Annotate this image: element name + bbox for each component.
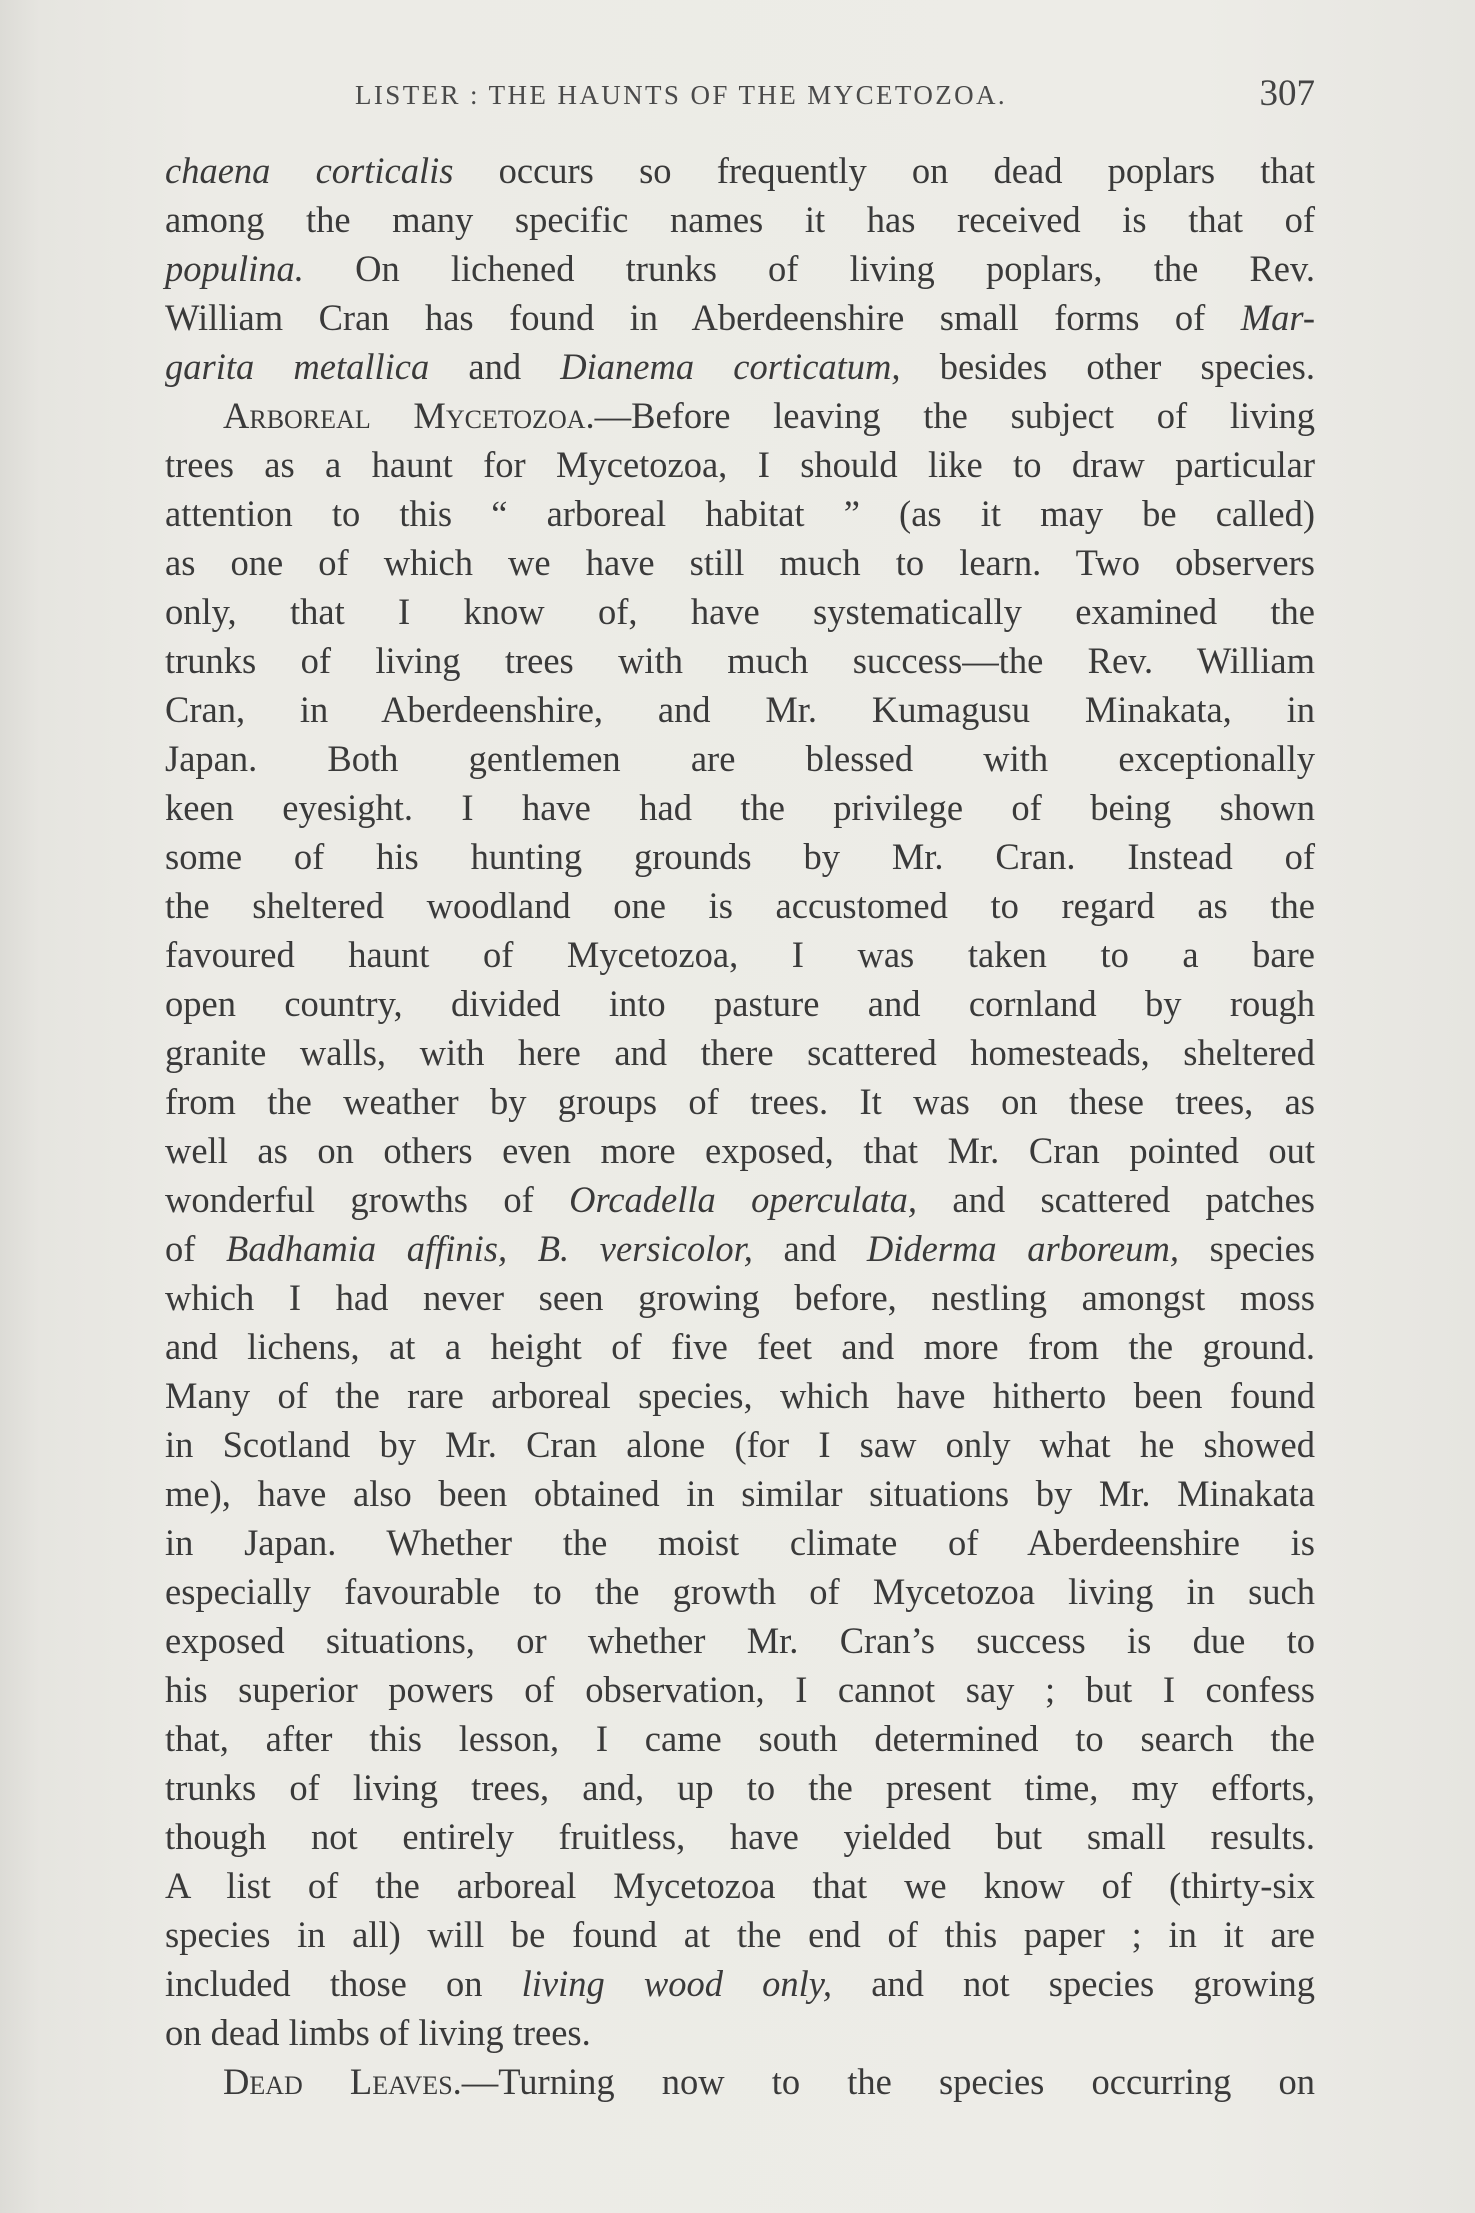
text-segment: favoured haunt of Mycetozoa, I was taken to a bare xyxy=(165,934,1315,975)
text-segment: granite walls, with here and there scattered homesteads, sheltered xyxy=(165,1032,1315,1073)
text-segment: of xyxy=(165,1228,227,1269)
text-segment: that, after this lesson, I came south determined to search the xyxy=(165,1718,1315,1759)
text-line xyxy=(165,930,1315,979)
text-segment: in Scotland by Mr. Cran alone (for I saw only what he showed xyxy=(165,1424,1315,1465)
text-line xyxy=(165,1763,1315,1812)
text-line xyxy=(165,1567,1315,1616)
text-line xyxy=(165,1126,1315,1175)
text-line xyxy=(165,1077,1315,1126)
italic-text: Diderma arboreum, xyxy=(866,1228,1179,1269)
text-line xyxy=(165,391,1315,440)
text-segment: exposed situations, or whether Mr. Cran’s success is due to xyxy=(165,1620,1315,1661)
text-segment: and not species growing xyxy=(832,1963,1315,2004)
text-segment: only, that I know of, have systematically examined the xyxy=(165,591,1315,632)
small-caps-heading: Dead Leaves. xyxy=(223,2061,462,2102)
italic-text: Mar- xyxy=(1240,297,1315,338)
text-segment: species in all) will be found at the end of this paper ; in it are xyxy=(165,1914,1315,1955)
text-line xyxy=(165,244,1315,293)
text-line xyxy=(165,685,1315,734)
text-line xyxy=(165,1469,1315,1518)
text-segment: Many of the rare arboreal species, which have hitherto been found xyxy=(165,1375,1315,1416)
text-segment: from the weather by groups of trees. It was on these trees, as xyxy=(165,1081,1315,1122)
text-segment: in Japan. Whether the moist climate of Aberdeenshire is xyxy=(165,1522,1315,1563)
page-header xyxy=(165,72,1315,122)
text-segment: open country, divided into pasture and cornland by rough xyxy=(165,983,1315,1024)
text-line xyxy=(165,538,1315,587)
text-line xyxy=(165,1028,1315,1077)
text-segment: —Before leaving the subject of living xyxy=(594,395,1315,436)
text-line xyxy=(165,2008,1315,2057)
text-segment: which I had never seen growing before, nestling amongst moss xyxy=(165,1277,1315,1318)
text-segment: trunks of living trees with much success—the Rev. William xyxy=(165,640,1315,681)
text-line xyxy=(165,1420,1315,1469)
text-segment: as one of which we have still much to learn. Two observers xyxy=(165,542,1315,583)
text-segment: especially favourable to the growth of Mycetozoa living in such xyxy=(165,1571,1315,1612)
text-line xyxy=(165,146,1315,195)
text-line xyxy=(165,1518,1315,1567)
text-segment: wonderful growths of xyxy=(165,1179,570,1220)
text-line xyxy=(165,1812,1315,1861)
text-line xyxy=(165,1861,1315,1910)
text-segment: some of his hunting grounds by Mr. Cran. Instead of xyxy=(165,836,1315,877)
text-line xyxy=(165,2057,1315,2106)
text-segment: trunks of living trees, and, up to the present time, my efforts, xyxy=(165,1767,1315,1808)
italic-text: Orcadella operculata, xyxy=(569,1179,918,1220)
text-line xyxy=(165,1273,1315,1322)
text-segment: A list of the arboreal Mycetozoa that we know of (thirty-six xyxy=(165,1865,1315,1906)
text-segment: the sheltered woodland one is accustomed to regard as the xyxy=(165,885,1315,926)
text-segment: species xyxy=(1178,1228,1316,1269)
text-line xyxy=(165,440,1315,489)
text-line xyxy=(165,1616,1315,1665)
text-segment: On lichened trunks of living poplars, the Rev. xyxy=(303,248,1315,289)
text-line xyxy=(165,195,1315,244)
text-segment: attention to this “ arboreal habitat ” (as it may be called) xyxy=(165,493,1315,534)
text-line xyxy=(165,587,1315,636)
text-segment: and xyxy=(429,346,561,387)
text-segment: William Cran has found in Aberdeenshire small forms of xyxy=(165,297,1241,338)
small-caps-heading: Arboreal Mycetozoa. xyxy=(223,395,595,436)
text-segment: me), have also been obtained in similar situations by Mr. Minakata xyxy=(165,1473,1315,1514)
text-line xyxy=(165,1224,1315,1273)
page-number: 307 xyxy=(1259,73,1315,114)
italic-text: populina. xyxy=(165,248,304,289)
text-line xyxy=(165,734,1315,783)
text-line xyxy=(165,1322,1315,1371)
text-line xyxy=(165,489,1315,538)
text-segment: well as on others even more exposed, that Mr. Cran pointed out xyxy=(165,1130,1315,1171)
running-head: LISTER : THE HAUNTS OF THE MYCETOZOA. xyxy=(355,80,1008,110)
text-segment: keen eyesight. I have had the privilege of being shown xyxy=(165,787,1315,828)
text-line xyxy=(165,1910,1315,1959)
text-segment: on dead limbs of living trees. xyxy=(165,2012,591,2053)
italic-text: chaena corticalis xyxy=(165,150,454,191)
text-line xyxy=(165,1665,1315,1714)
text-line xyxy=(165,1959,1315,2008)
text-line xyxy=(165,832,1315,881)
text-segment: and scattered patches xyxy=(917,1179,1315,1220)
text-segment: among the many specific names it has received is that of xyxy=(165,199,1315,240)
italic-text: Badhamia affinis, B. versicolor, xyxy=(226,1228,753,1269)
text-line xyxy=(165,881,1315,930)
text-segment: occurs so frequently on dead poplars that xyxy=(453,150,1315,191)
text-line xyxy=(165,783,1315,832)
italic-text: Dianema corticatum, xyxy=(560,346,901,387)
body-text xyxy=(165,146,1315,2106)
italic-text: garita metallica xyxy=(165,346,430,387)
text-line xyxy=(165,1714,1315,1763)
text-segment: his superior powers of observation, I cannot say ; but I confess xyxy=(165,1669,1315,1710)
text-line xyxy=(165,979,1315,1028)
text-segment: though not entirely fruitless, have yielded but small results. xyxy=(165,1816,1315,1857)
text-segment: Japan. Both gentlemen are blessed with exceptionally xyxy=(165,738,1315,779)
italic-text: living wood only, xyxy=(521,1963,833,2004)
text-segment: —Turning now to the species occurring on xyxy=(461,2061,1315,2102)
text-line xyxy=(165,342,1315,391)
text-segment: and xyxy=(752,1228,867,1269)
text-segment: Cran, in Aberdeenshire, and Mr. Kumagusu Minakata, in xyxy=(165,689,1315,730)
text-line xyxy=(165,1371,1315,1420)
text-segment: included those on xyxy=(165,1963,522,2004)
text-line xyxy=(165,636,1315,685)
text-segment: and lichens, at a height of five feet and more from the ground. xyxy=(165,1326,1315,1367)
text-segment: besides other species. xyxy=(900,346,1316,387)
text-segment: trees as a haunt for Mycetozoa, I should like to draw particular xyxy=(165,444,1315,485)
text-line xyxy=(165,1175,1315,1224)
text-line xyxy=(165,293,1315,342)
